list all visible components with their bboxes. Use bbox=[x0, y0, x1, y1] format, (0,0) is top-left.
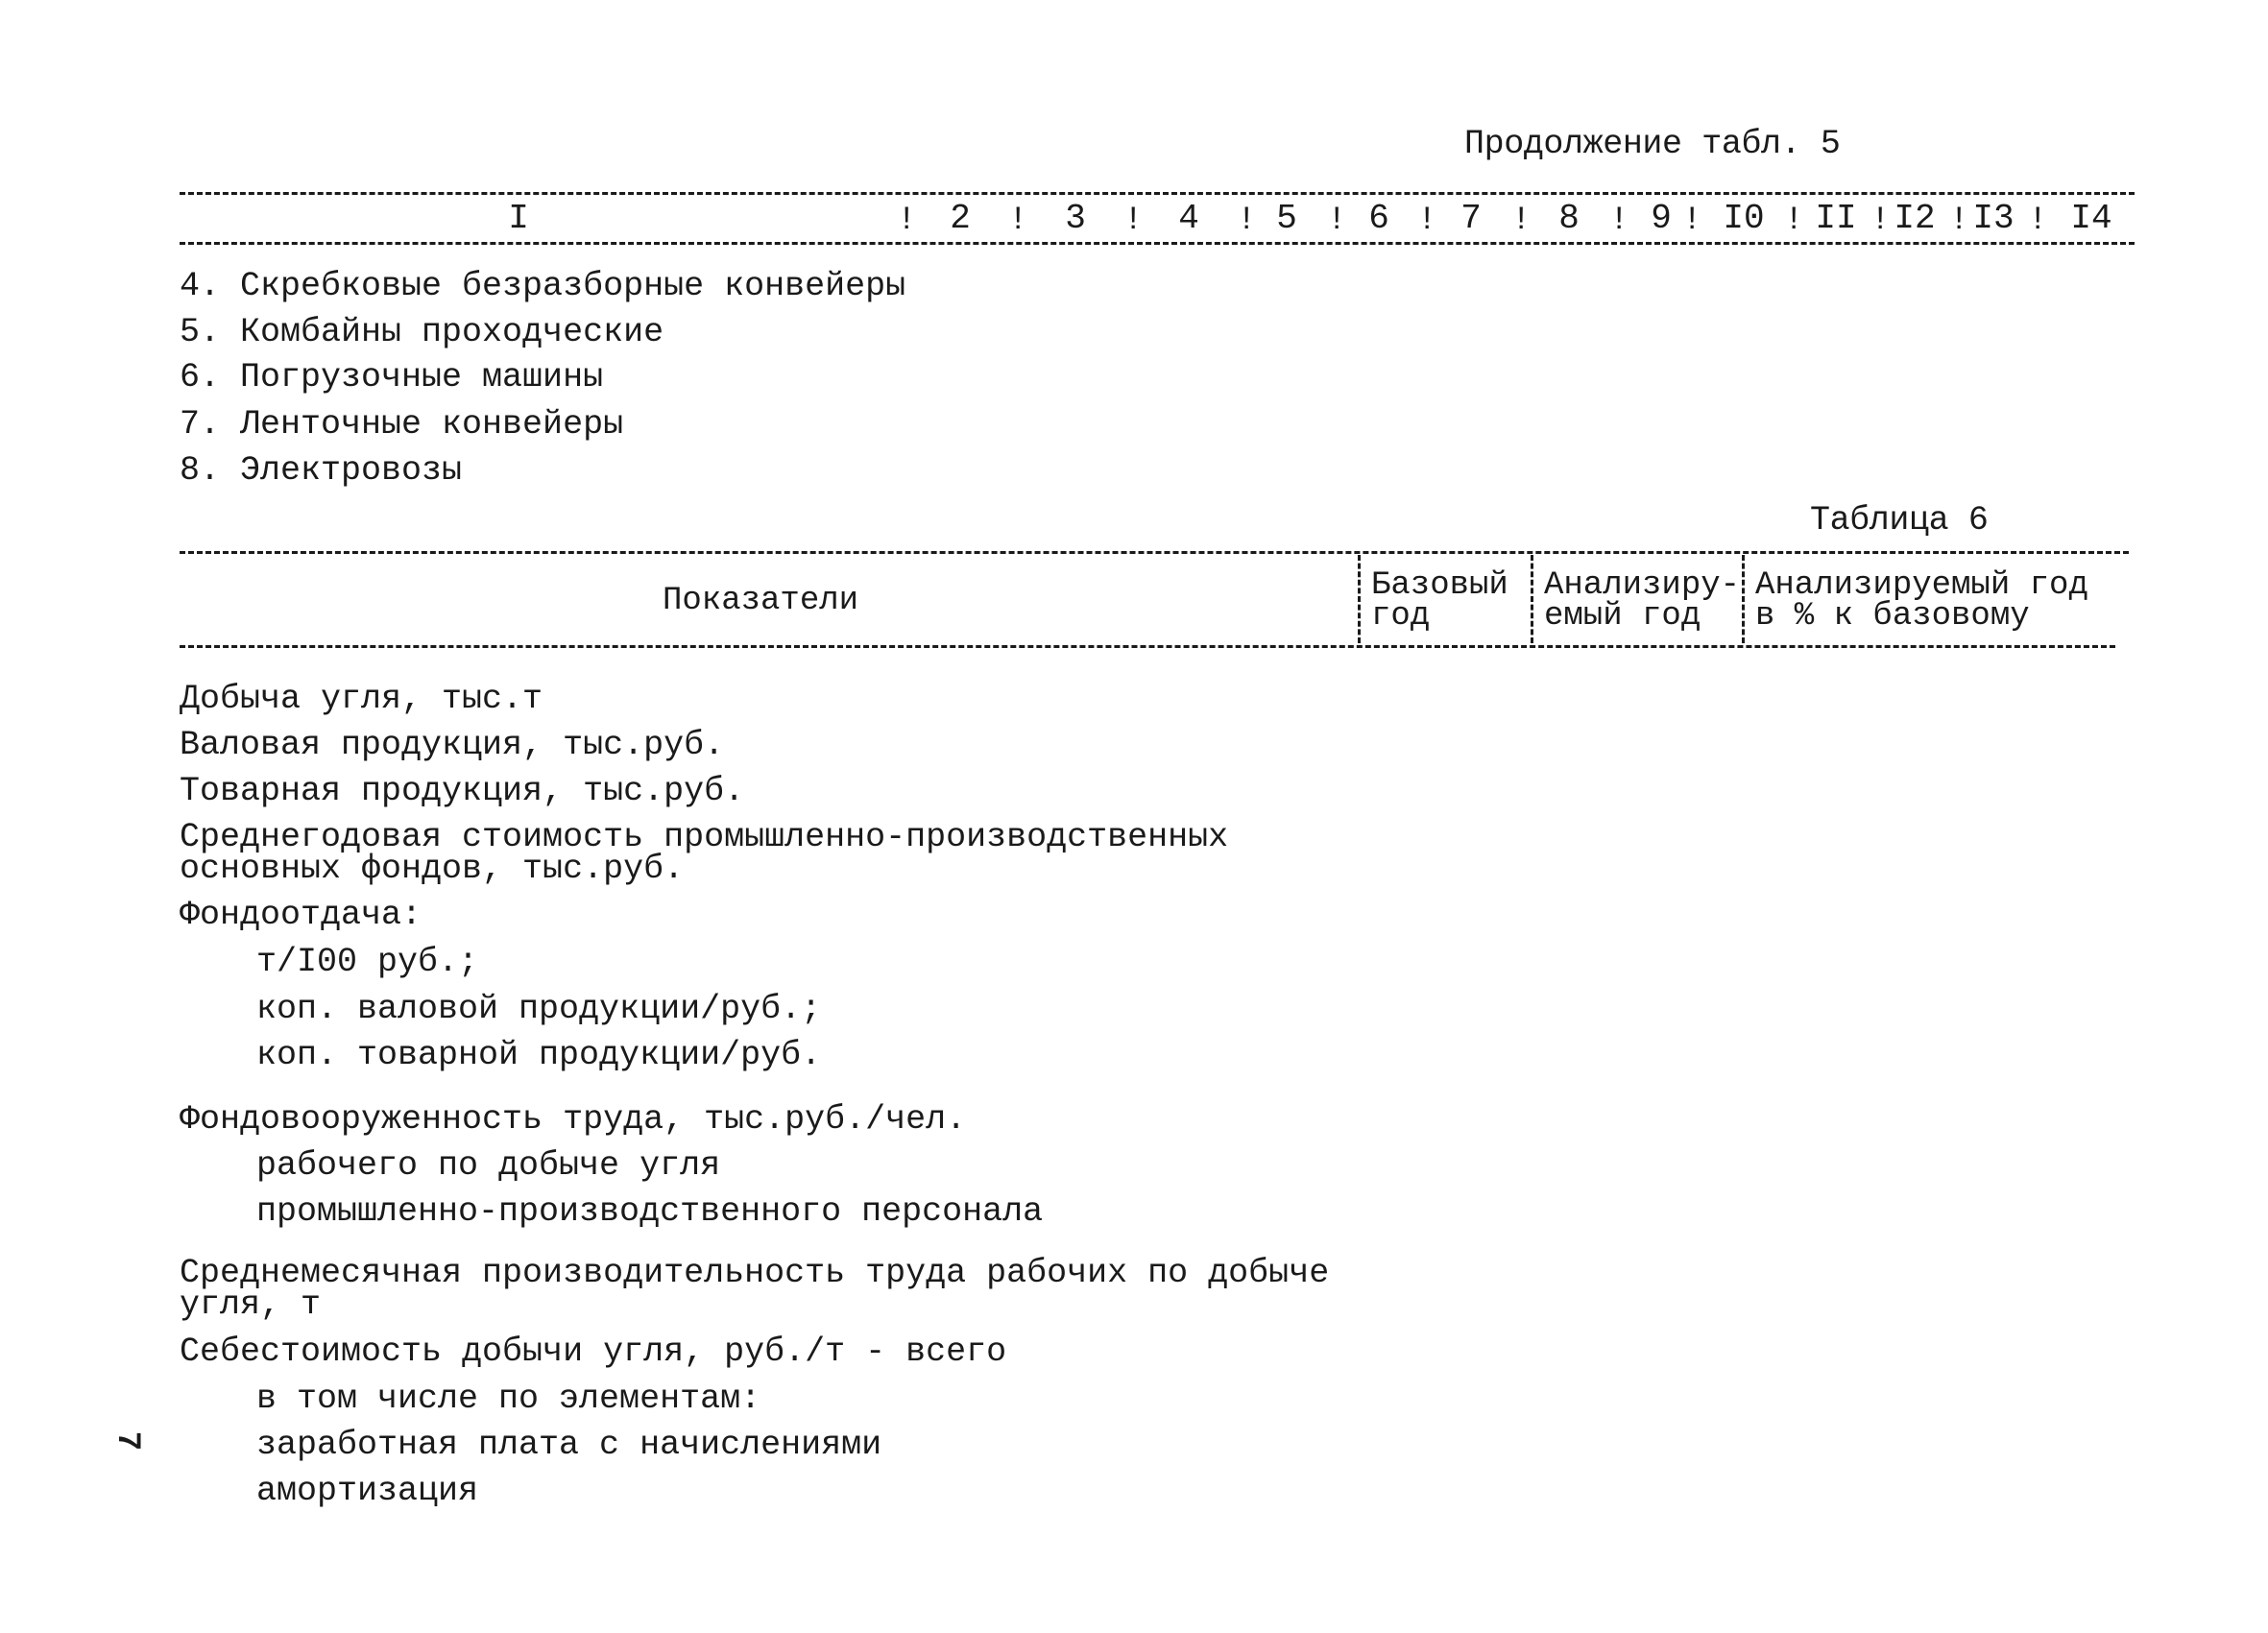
header-indicators: Показатели bbox=[663, 583, 859, 619]
col-num-8: 8 bbox=[1558, 199, 1580, 238]
table6-row: коп. товарной продукции/руб. bbox=[256, 1036, 822, 1074]
col-sep: ! bbox=[1123, 203, 1144, 239]
col-num-7: 7 bbox=[1460, 199, 1482, 238]
table6-header-rule bbox=[180, 645, 2115, 648]
table6-row: основных фондов, тыс.руб. bbox=[180, 850, 685, 888]
margin-page-mark: 7 bbox=[109, 1430, 146, 1452]
col-sep: ! bbox=[1870, 203, 1891, 239]
col-num-12: I2 bbox=[1894, 199, 1936, 238]
col-sep: ! bbox=[1609, 203, 1629, 239]
col-num-11: II bbox=[1815, 199, 1857, 238]
col-num-14: I4 bbox=[2070, 199, 2112, 238]
table6-top-rule bbox=[180, 551, 2129, 554]
table6-row: Добыча угля, тыс.т bbox=[180, 680, 543, 718]
table6-row: в том числе по элементам: bbox=[256, 1380, 761, 1418]
col-sep: ! bbox=[1008, 203, 1028, 239]
col-sep: ! bbox=[1682, 203, 1702, 239]
table6-row: Фондоотдача: bbox=[180, 896, 422, 934]
col-sep: ! bbox=[1327, 203, 1347, 239]
col-sep: ! bbox=[1417, 203, 1437, 239]
table5-row: 6. Погрузочные машины bbox=[180, 358, 604, 396]
table6-row: т/I00 руб.; bbox=[256, 943, 479, 981]
col-sep: ! bbox=[897, 203, 917, 239]
table6-title: Таблица 6 bbox=[1810, 501, 1989, 540]
header-divider bbox=[1531, 555, 1533, 643]
header-ratio-line1: Анализируемый год bbox=[1755, 567, 2088, 604]
col-sep: ! bbox=[2028, 203, 2048, 239]
table6-row: Валовая продукция, тыс.руб. bbox=[180, 726, 725, 764]
header-analyzed-year bbox=[1544, 567, 1741, 635]
table5-header-rule bbox=[180, 242, 2135, 245]
table6-row: угля, т bbox=[180, 1285, 322, 1324]
col-sep: ! bbox=[1784, 203, 1804, 239]
header-divider bbox=[1742, 555, 1745, 643]
col-num-13: I3 bbox=[1972, 199, 2015, 238]
table5-row: 4. Скребковые безразборные конвейеры bbox=[180, 267, 906, 305]
header-divider bbox=[1358, 555, 1361, 643]
table5-row: 7. Ленточные конвейеры bbox=[180, 405, 624, 444]
table6-row: Фондовооруженность труда, тыс.руб./чел. bbox=[180, 1100, 967, 1139]
table6-row: Товарная продукция, тыс.руб. bbox=[180, 772, 745, 810]
table5-row: 5. Комбайны проходческие bbox=[180, 313, 664, 351]
col-num-1: I bbox=[508, 199, 529, 238]
table6-row: заработная плата с начислениями bbox=[256, 1426, 882, 1464]
col-num-4: 4 bbox=[1178, 199, 1199, 238]
table5-row: 8. Электровозы bbox=[180, 451, 463, 490]
header-ratio bbox=[1755, 567, 2088, 635]
table6-row: рабочего по добыче угля bbox=[256, 1146, 721, 1185]
header-ratio-line2: в % к базовому bbox=[1755, 598, 2030, 635]
table5-top-rule bbox=[180, 192, 2135, 195]
header-base-year-line2: год bbox=[1371, 598, 1431, 635]
header-base-year bbox=[1371, 567, 1508, 635]
continuation-title: Продолжение табл. 5 bbox=[1464, 125, 1841, 163]
table6-row: Среднемесячная производительность труда рабочих по добыче bbox=[180, 1254, 1330, 1292]
table6-row: амортизация bbox=[256, 1472, 479, 1510]
col-num-9: 9 bbox=[1651, 199, 1672, 238]
table6-row: Себестоимость добычи угля, руб./т - всего bbox=[180, 1333, 1007, 1371]
col-num-2: 2 bbox=[950, 199, 971, 238]
col-sep: ! bbox=[1237, 203, 1257, 239]
col-num-6: 6 bbox=[1368, 199, 1389, 238]
col-num-3: 3 bbox=[1065, 199, 1086, 238]
col-sep: ! bbox=[1949, 203, 1969, 239]
table6-row: Среднегодовая стоимость промышленно-производственных bbox=[180, 818, 1229, 856]
header-base-year-line1: Базовый bbox=[1371, 567, 1508, 604]
header-analyzed-year-line1: Анализиру- bbox=[1544, 567, 1741, 604]
col-num-5: 5 bbox=[1276, 199, 1297, 238]
table6-row: коп. валовой продукции/руб.; bbox=[256, 990, 822, 1028]
header-analyzed-year-line2: емый год bbox=[1544, 598, 1701, 635]
col-sep: ! bbox=[1511, 203, 1532, 239]
table6-row: промышленно-производственного персонала bbox=[256, 1192, 1044, 1231]
col-num-10: I0 bbox=[1723, 199, 1765, 238]
